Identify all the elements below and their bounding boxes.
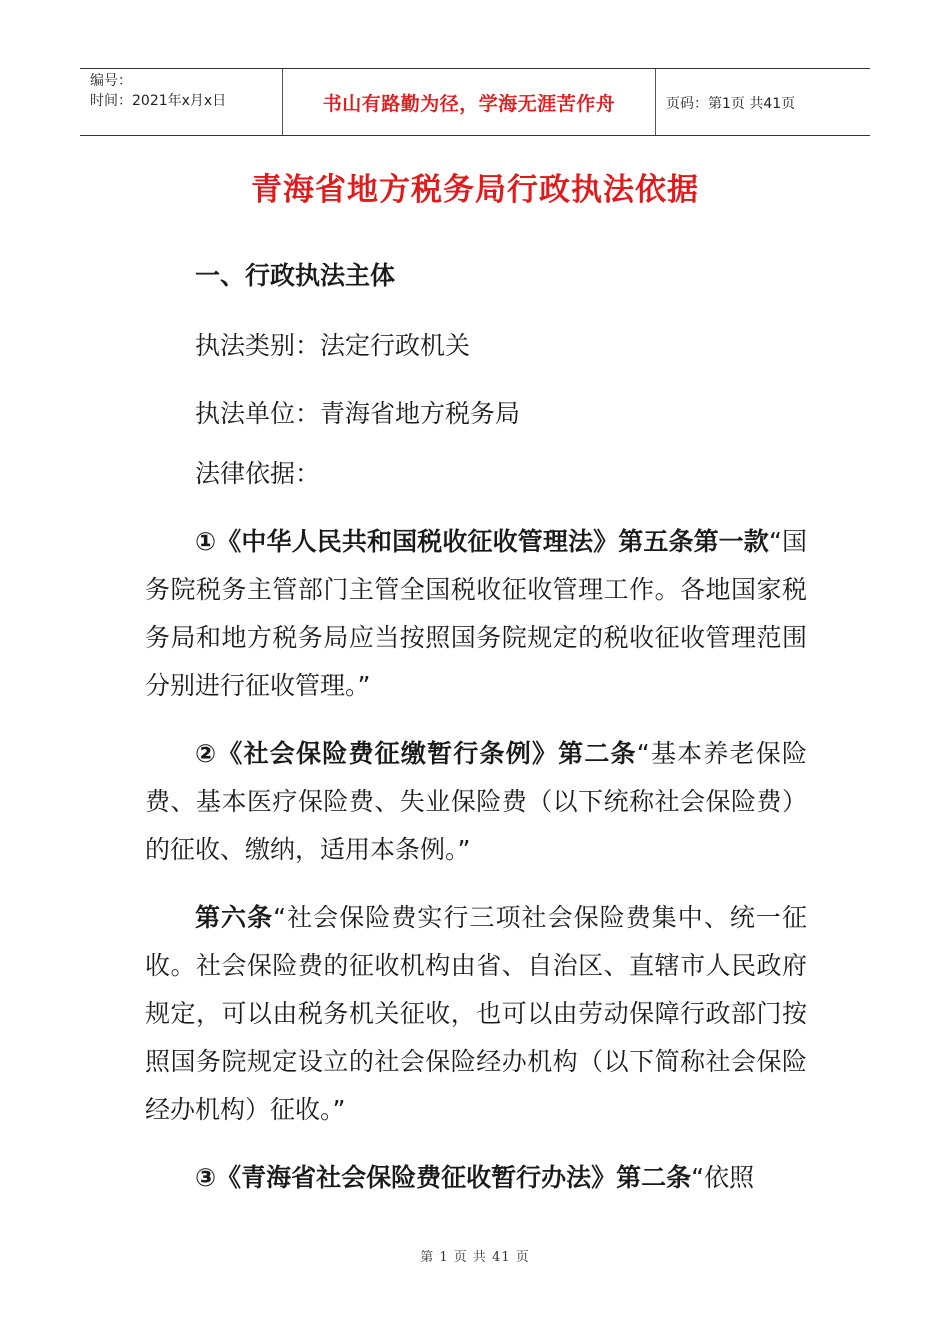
legal-basis-label: 法律依据： bbox=[195, 459, 321, 488]
header-page-info: 页码：第1页 共41页 bbox=[666, 96, 796, 112]
section-heading: 一、行政执法主体 bbox=[195, 261, 396, 290]
article-citation: ③《青海省社会保险费征收暂行办法》第二条 bbox=[195, 1163, 692, 1192]
article-text: “依照 bbox=[691, 1163, 755, 1192]
serial-label: 编号： bbox=[90, 73, 132, 89]
legal-article-2 bbox=[145, 730, 807, 874]
enforcement-category: 执法类别：法定行政机关 bbox=[195, 331, 471, 360]
article-citation: ①《中华人民共和国税收征收管理法》第五条第一款 bbox=[195, 527, 769, 556]
article-citation: 第六条 bbox=[195, 903, 274, 932]
header-page-cell bbox=[656, 69, 870, 135]
legal-article-4 bbox=[145, 1154, 807, 1202]
document-title: 青海省地方税务局行政执法依据 bbox=[251, 172, 699, 208]
document-body bbox=[145, 252, 807, 1202]
page-footer: 第 1 页 共 41 页 bbox=[420, 1250, 530, 1265]
article-text: “基本养老保险费、基本医疗保险费、失业保险费（以下统称社会保险费）的征收、缴纳，适用本条例。” bbox=[145, 739, 808, 864]
date-label: 时间：2021年x月x日 bbox=[90, 93, 227, 109]
legal-article-1 bbox=[145, 518, 807, 710]
document-header bbox=[80, 68, 870, 136]
article-text: “国务院税务主管部门主管全国税收征收管理工作。各地国家税务局和地方税务局应当按照国务院规定的税收征收管理范围分别进行征收管理。” bbox=[145, 527, 808, 700]
article-citation: ②《社会保险费征缴暂行条例》第二条 bbox=[195, 739, 637, 768]
header-motto-cell bbox=[283, 69, 656, 135]
header-meta-cell bbox=[80, 69, 283, 135]
header-motto: 书山有路勤为径，学海无涯苦作舟 bbox=[322, 93, 616, 115]
enforcement-unit: 执法单位：青海省地方税务局 bbox=[195, 399, 521, 428]
legal-article-3 bbox=[145, 894, 807, 1134]
article-text: “社会保险费实行三项社会保险费集中、统一征收。社会保险费的征收机构由省、自治区、直辖市人民政府规定，可以由税务机关征收，也可以由劳动保障行政部门按照国务院规定设立的社会保险经办机构（以下简称社会保险经办机构）征收。” bbox=[145, 903, 807, 1124]
